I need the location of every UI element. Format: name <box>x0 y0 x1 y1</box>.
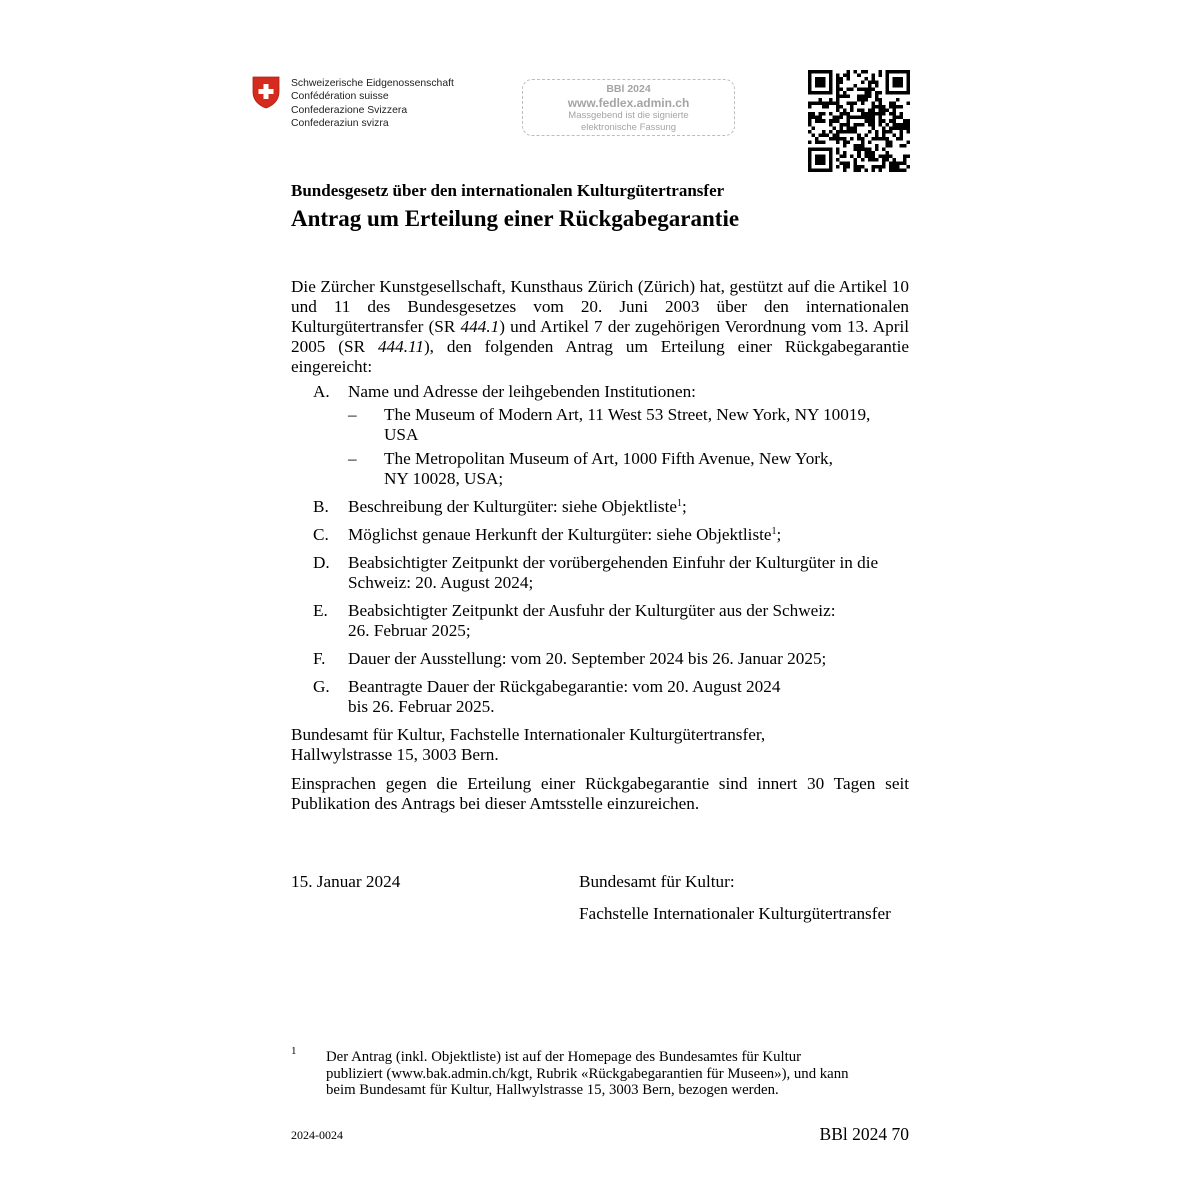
authority-line-2: Hallwylstrasse 15, 3003 Bern. <box>291 745 499 764</box>
application-items <box>291 382 909 717</box>
footnote-text <box>326 1049 910 1099</box>
footnote-number: 1 <box>291 1045 297 1057</box>
item-text: Beabsichtigter Zeitpunkt der vorübergehenden Einfuhr der Kulturgüter in die Schweiz: 20. August 2024; <box>348 553 879 592</box>
item-text-line-2: bis 26. Februar 2025. <box>348 697 495 716</box>
confederation-name-fr: Confédération suisse <box>291 91 389 103</box>
item-letter: F. <box>313 649 326 668</box>
stamp-note-2: elektronische Fassung <box>580 121 677 133</box>
document-body <box>291 277 909 814</box>
list-item <box>291 553 909 593</box>
fedlex-stamp <box>522 79 735 136</box>
list-item <box>291 525 909 545</box>
stamp-bbl: BBl 2024 <box>606 83 651 95</box>
item-text-line-2: 26. Februar 2025; <box>348 621 471 640</box>
sr-reference-2: 444.11 <box>377 337 424 356</box>
footnote-line-1: Der Antrag (inkl. Objektliste) ist auf der Homepage des Bundesamtes für Kultur <box>326 1049 802 1065</box>
lender-list <box>348 405 909 489</box>
bbl-reference: BBl 2024 70 <box>819 1124 909 1144</box>
list-item <box>291 649 909 669</box>
stamp-url: www.fedlex.admin.ch <box>567 96 690 110</box>
list-item <box>291 601 909 641</box>
law-subtitle: Bundesgesetz über den internationalen Kulturgütertransfer <box>291 181 725 200</box>
lender-met-line-2: NY 10028, USA; <box>384 469 504 488</box>
footnote-ref[interactable]: 1 <box>677 498 683 509</box>
issue-date: 15. Januar 2024 <box>291 872 401 891</box>
lender-item <box>348 449 909 489</box>
intro-text-3: ), den folgenden Antrag um Erteilung einer Rückgabegarantie eingereicht: <box>291 337 910 376</box>
footnote-line-3: beim Bundesamt für Kultur, Hallwylstrasse 15, 3003 Bern, bezogen werden. <box>326 1082 779 1098</box>
objection-paragraph: Einsprachen gegen die Erteilung einer Rückgabegarantie sind innert 30 Tagen seit Publikation des Antrags bei dieser Amtsstelle einzureichen. <box>291 774 909 813</box>
intro-text-2: ) und Artikel 7 der zugehörigen Verordnung vom 13. April 2005 (SR <box>291 317 909 356</box>
footnote-ref[interactable]: 1 <box>771 526 777 537</box>
authority-address <box>291 725 909 765</box>
stamp-note-1: Massgebend ist die signierte <box>568 110 689 121</box>
lender-item <box>348 405 909 445</box>
item-punct: ; <box>776 525 782 544</box>
item-letter: G. <box>313 677 330 696</box>
confederation-names <box>291 77 454 131</box>
item-punct: ; <box>682 497 687 516</box>
item-text-line-1: Beantragte Dauer der Rückgabegarantie: vom 20. August 2024 <box>348 677 781 696</box>
item-text: Dauer der Ausstellung: vom 20. September 2024 bis 26. Januar 2025; <box>348 649 827 668</box>
intro-paragraph <box>291 277 909 377</box>
list-item <box>291 677 909 717</box>
swiss-coat-of-arms-icon <box>252 76 280 109</box>
confederation-name-de: Schweizerische Eidgenossenschaft <box>291 78 454 89</box>
footnote-line-2: publiziert (www.bak.admin.ch/kgt, Rubrik «Rückgabegarantien für Museen»), und kann <box>326 1065 849 1082</box>
item-text: Name und Adresse der leihgebenden Institutionen: <box>348 382 696 401</box>
list-item <box>291 382 909 489</box>
authority-line-1: Bundesamt für Kultur, Fachstelle Internationaler Kulturgütertransfer, <box>291 725 766 744</box>
page-title: Antrag um Erteilung einer Rückgabegarantie <box>291 206 740 231</box>
lender-met-line-1: The Metropolitan Museum of Art, 1000 Fifth Avenue, New York, <box>384 449 833 468</box>
document-number: 2024-0024 <box>291 1128 343 1142</box>
item-text: Beschreibung der Kulturgüter: siehe Objektliste <box>348 497 678 516</box>
signature-authority: Bundesamt für Kultur: <box>579 872 735 891</box>
dash-marker: – <box>348 405 357 424</box>
item-letter: A. <box>313 382 330 401</box>
item-letter: D. <box>313 553 330 572</box>
sr-reference-1: 444.1 <box>460 317 500 336</box>
qr-code-icon <box>808 70 910 172</box>
lender-moma: The Museum of Modern Art, 11 West 53 Street, New York, NY 10019, USA <box>384 405 871 444</box>
item-letter: C. <box>313 525 329 544</box>
signature-department: Fachstelle Internationaler Kulturgütertransfer <box>579 904 891 923</box>
intro-text-1: Die Zürcher Kunstgesellschaft, Kunsthaus Zürich (Zürich) hat, gestützt auf die Artikel 10 und 11 des Bundesgesetzes vom 20. Juni 2003 über den internationalen Kulturgütertransfer (SR <box>291 277 909 336</box>
item-letter: B. <box>313 497 329 516</box>
item-text-line-1: Beabsichtigter Zeitpunkt der Ausfuhr der Kulturgüter aus der Schweiz: <box>348 601 836 620</box>
confederation-name-it: Confederazione Svizzera <box>291 104 408 116</box>
list-item <box>291 497 909 517</box>
confederation-name-rm: Confederaziun svizra <box>291 118 389 130</box>
item-text: Möglichst genaue Herkunft der Kulturgüter: siehe Objektliste <box>348 525 772 544</box>
dash-marker: – <box>348 449 357 468</box>
qr-modules <box>808 70 910 172</box>
item-letter: E. <box>313 601 328 620</box>
